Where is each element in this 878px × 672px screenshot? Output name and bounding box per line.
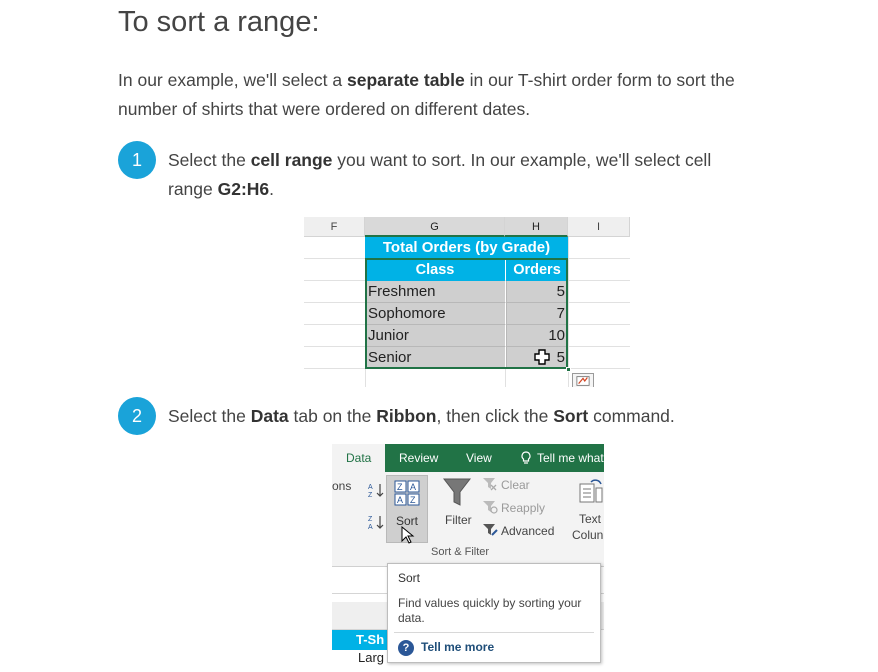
svg-text:Z: Z (368, 492, 373, 498)
header-cell-orders[interactable]: Orders (506, 259, 568, 281)
column-header-h: H (505, 217, 568, 237)
grid-line (568, 237, 569, 387)
sort-button[interactable] (386, 475, 428, 543)
fill-handle[interactable] (566, 367, 571, 372)
worksheet-cell[interactable]: Larg (358, 650, 385, 665)
reapply-label[interactable]: Reapply (501, 501, 546, 515)
tooltip-description: Find values quickly by sorting your data. (398, 596, 582, 625)
text-to-columns-label-1[interactable]: Text (579, 512, 602, 526)
help-icon[interactable]: ? (398, 640, 414, 656)
sort-filter-group-label: Sort & Filter (431, 546, 490, 558)
text-to-columns-icon[interactable] (579, 478, 603, 506)
filter-button-label[interactable]: Filter (445, 513, 472, 527)
column-header-i: I (568, 217, 630, 237)
plus-cursor-icon (534, 349, 550, 365)
tooltip-divider (394, 632, 594, 633)
cell-class[interactable]: Junior (365, 325, 505, 347)
quick-analysis-icon[interactable] (572, 373, 594, 387)
cell-class[interactable]: Sophomore (365, 303, 505, 325)
sort-tooltip (387, 563, 601, 663)
advanced-label[interactable]: Advanced (501, 524, 555, 538)
cell-orders[interactable]: 10 (506, 325, 568, 347)
reapply-icon[interactable] (482, 500, 498, 514)
sort-icon (394, 480, 420, 506)
filter-icon[interactable] (443, 478, 471, 508)
lightbulb-icon (520, 451, 532, 465)
svg-text:A: A (368, 484, 373, 491)
step-1-badge: 1 (118, 141, 156, 179)
cell-orders[interactable]: 7 (506, 303, 568, 325)
text-to-columns-label-2[interactable]: Colun (572, 528, 604, 542)
tab-tell-me[interactable]: Tell me what (537, 451, 604, 465)
page-title: To sort a range: (118, 6, 320, 38)
ribbon-cut-label: ons (332, 479, 352, 493)
svg-text:Z: Z (397, 482, 403, 492)
column-header-f: F (304, 217, 365, 237)
column-header-g: G (365, 217, 505, 237)
tell-me-more-link[interactable]: Tell me more (421, 640, 495, 654)
mouse-pointer-icon (401, 526, 415, 544)
cell-class[interactable]: Freshmen (365, 281, 505, 303)
cell-orders[interactable]: 5 (506, 347, 568, 369)
tab-review[interactable]: Review (399, 451, 439, 465)
step-1-text: Select the cell range you want to sort. In our example, we'll select cell range G2:H6. (168, 150, 712, 199)
svg-text:Z: Z (410, 495, 416, 505)
step-2-text: Select the Data tab on the Ribbon, then click the Sort command. (168, 406, 675, 426)
sort-z-to-a-icon[interactable] (368, 514, 384, 530)
tab-data[interactable]: Data (332, 444, 385, 472)
cell-class[interactable]: Senior (365, 347, 505, 369)
clear-label[interactable]: Clear (501, 478, 530, 492)
sort-button-label: Sort (395, 514, 418, 528)
grid-line (505, 369, 506, 387)
tab-view[interactable]: View (466, 451, 492, 465)
svg-text:A: A (397, 495, 404, 505)
clear-filter-icon[interactable] (482, 477, 498, 491)
advanced-filter-icon[interactable] (482, 523, 498, 537)
sort-a-to-z-icon[interactable] (368, 482, 384, 498)
step-2-badge: 2 (118, 397, 156, 435)
svg-text:A: A (368, 524, 373, 530)
cell-orders[interactable]: 5 (506, 281, 568, 303)
tshirt-header-cell[interactable]: T-Sh (332, 630, 394, 650)
svg-text:A: A (410, 482, 417, 492)
tooltip-title: Sort (398, 571, 421, 585)
intro-paragraph: In our example, we'll select a separate table in our T-shirt order form to sort the number of shirts that were ordered on different dates. (118, 70, 735, 119)
spreadsheet-image (304, 217, 630, 387)
header-cell-class[interactable]: Class (365, 259, 505, 281)
table-title-cell[interactable]: Total Orders (by Grade) (365, 237, 568, 259)
svg-text:Z: Z (368, 516, 373, 523)
